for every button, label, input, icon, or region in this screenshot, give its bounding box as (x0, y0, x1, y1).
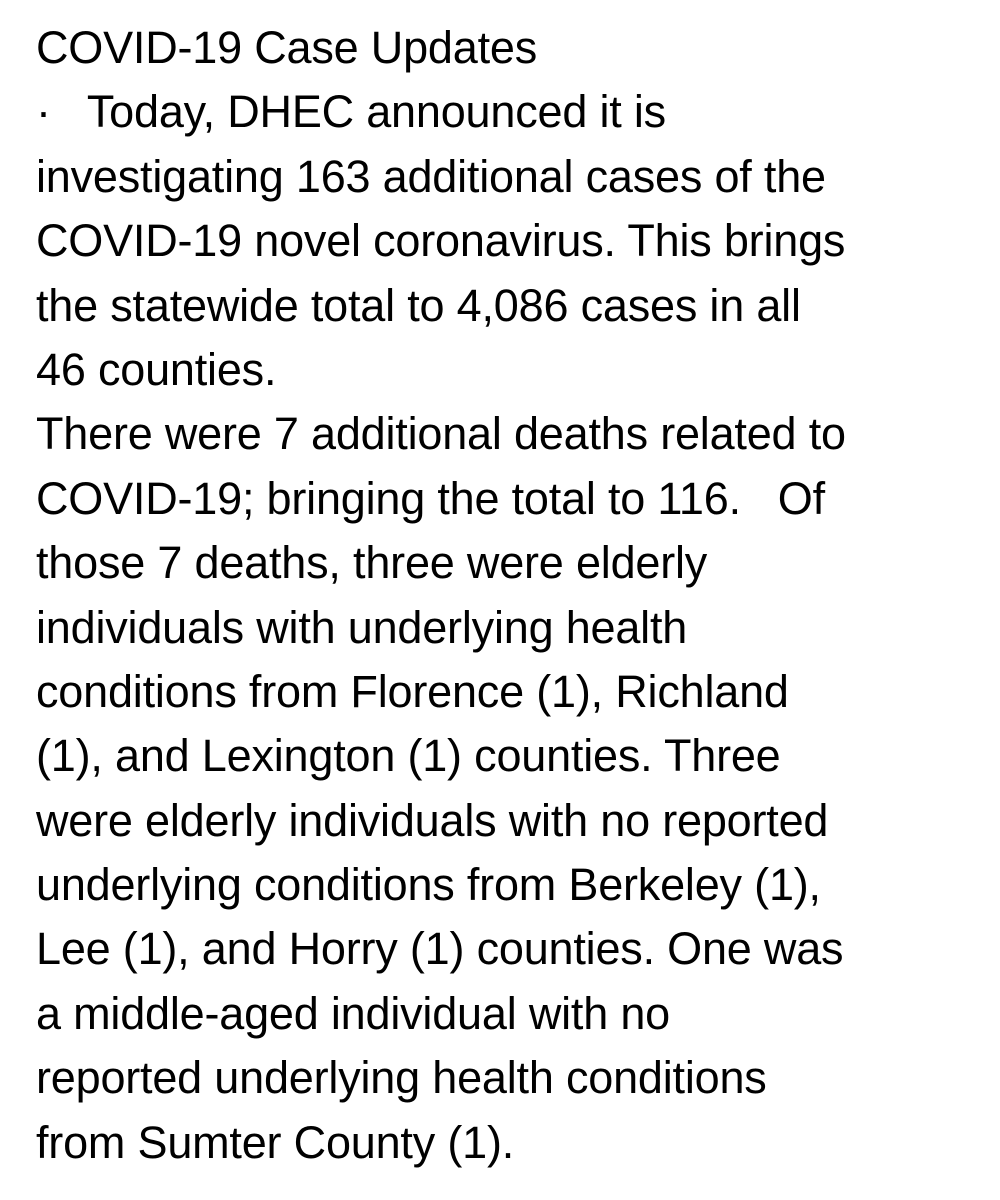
note-line: reported underlying health conditions (36, 1052, 767, 1104)
note-line: the statewide total to 4,086 cases in all (36, 279, 801, 331)
note-line: investigating 163 additional cases of the (36, 150, 826, 202)
note-line: Lee (1), and Horry (1) counties. One was (36, 923, 844, 975)
note-title: COVID-19 Case Updates (36, 22, 538, 73)
note-line: a middle-aged individual with no (36, 987, 670, 1039)
note-line: from Sumter County (1). (36, 1116, 515, 1168)
note-body (36, 16, 986, 1175)
note-line: There were 7 additional deaths related to (36, 408, 846, 460)
note-line: (1), and Lexington (1) counties. Three (36, 730, 781, 782)
note-line: were elderly individuals with no reported (36, 794, 829, 846)
note-line: conditions from Florence (1), Richland (36, 665, 789, 717)
note-line: those 7 deaths, three were elderly (36, 537, 708, 589)
note-line: 46 counties. (36, 343, 277, 395)
note-line: COVID-19 novel coronavirus. This brings (36, 215, 846, 267)
note-line: · Today, DHEC announced it is (36, 86, 666, 138)
note-line: underlying conditions from Berkeley (1), (36, 859, 821, 911)
note-line: individuals with underlying health (36, 601, 688, 653)
note-line: COVID-19; bringing the total to 116. Of (36, 472, 825, 524)
